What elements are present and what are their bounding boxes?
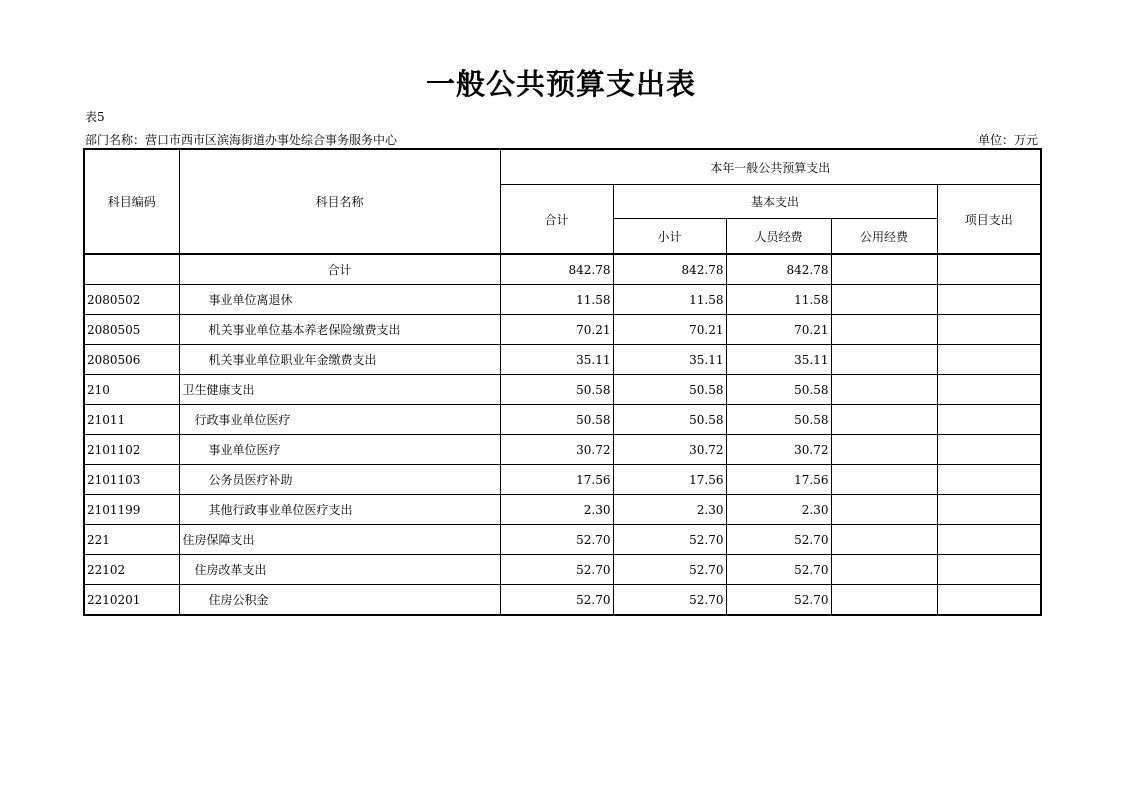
- row-personnel: 52.70: [726, 555, 831, 585]
- table-row: [84, 315, 1041, 345]
- row-project: [937, 465, 1041, 495]
- row-public: [831, 405, 937, 435]
- row-total: 52.70: [500, 525, 613, 555]
- row-project: [937, 555, 1041, 585]
- row-personnel: 11.58: [726, 285, 831, 315]
- row-subtotal: 70.21: [613, 315, 726, 345]
- header-personnel: 人员经费: [726, 219, 831, 255]
- row-total: 11.58: [500, 285, 613, 315]
- row-personnel: 50.58: [726, 375, 831, 405]
- header-basic: 基本支出: [613, 185, 937, 219]
- row-total: 52.70: [500, 555, 613, 585]
- row-project: [937, 315, 1041, 345]
- row-personnel: 2.30: [726, 495, 831, 525]
- row-personnel: 842.78: [726, 254, 831, 285]
- row-name: 行政事业单位医疗: [179, 405, 500, 435]
- row-personnel: 17.56: [726, 465, 831, 495]
- row-subtotal: 2.30: [613, 495, 726, 525]
- row-subtotal: 35.11: [613, 345, 726, 375]
- row-subtotal: 52.70: [613, 525, 726, 555]
- row-total: 842.78: [500, 254, 613, 285]
- row-code: 2080506: [84, 345, 179, 375]
- row-subtotal: 52.70: [613, 585, 726, 616]
- row-name: 住房改革支出: [179, 555, 500, 585]
- row-subtotal: 30.72: [613, 435, 726, 465]
- row-total: 17.56: [500, 465, 613, 495]
- table-row: [84, 585, 1041, 616]
- row-name: 住房保障支出: [179, 525, 500, 555]
- page-title: 一般公共预算支出表: [425, 67, 696, 101]
- row-subtotal: 11.58: [613, 285, 726, 315]
- row-subtotal: 50.58: [613, 405, 726, 435]
- budget-table: [83, 148, 1042, 616]
- row-project: [937, 345, 1041, 375]
- row-public: [831, 465, 937, 495]
- row-project: [937, 375, 1041, 405]
- row-public: [831, 435, 937, 465]
- row-personnel: 30.72: [726, 435, 831, 465]
- header-name: 科目名称: [179, 149, 500, 254]
- row-code: 210: [84, 375, 179, 405]
- header-total: 合计: [500, 185, 613, 255]
- row-project: [937, 495, 1041, 525]
- table-row: [84, 375, 1041, 405]
- row-project: [937, 585, 1041, 616]
- table-row: [84, 495, 1041, 525]
- table-row: [84, 405, 1041, 435]
- row-personnel: 52.70: [726, 525, 831, 555]
- row-public: [831, 525, 937, 555]
- row-subtotal: 52.70: [613, 555, 726, 585]
- row-code: 2101102: [84, 435, 179, 465]
- row-total: 2.30: [500, 495, 613, 525]
- row-name: 合计: [179, 254, 500, 285]
- header-project: 项目支出: [937, 185, 1041, 255]
- row-public: [831, 585, 937, 616]
- row-code: 22102: [84, 555, 179, 585]
- row-code: 21011: [84, 405, 179, 435]
- table-row: [84, 345, 1041, 375]
- row-subtotal: 17.56: [613, 465, 726, 495]
- row-name: 公务员医疗补助: [179, 465, 500, 495]
- table-row: [84, 525, 1041, 555]
- row-code: 2080505: [84, 315, 179, 345]
- table-body: [84, 254, 1041, 615]
- row-code: 2101199: [84, 495, 179, 525]
- table-number: 表5: [85, 110, 105, 124]
- row-public: [831, 555, 937, 585]
- row-public: [831, 254, 937, 285]
- header-subtotal: 小计: [613, 219, 726, 255]
- row-total: 70.21: [500, 315, 613, 345]
- row-code: 2101103: [84, 465, 179, 495]
- department-name: 部门名称：营口市西市区滨海街道办事处综合事务服务中心: [85, 133, 398, 147]
- row-name: 事业单位离退休: [179, 285, 500, 315]
- header-group: 本年一般公共预算支出: [500, 149, 1041, 185]
- table-row: [84, 285, 1041, 315]
- row-public: [831, 315, 937, 345]
- row-name: 卫生健康支出: [179, 375, 500, 405]
- row-project: [937, 405, 1041, 435]
- row-project: [937, 435, 1041, 465]
- row-total: 30.72: [500, 435, 613, 465]
- row-total: 50.58: [500, 405, 613, 435]
- row-project: [937, 285, 1041, 315]
- row-public: [831, 375, 937, 405]
- row-code: [84, 254, 179, 285]
- unit-label: 单位：万元: [977, 133, 1038, 147]
- row-project: [937, 254, 1041, 285]
- row-code: 2080502: [84, 285, 179, 315]
- row-name: 机关事业单位基本养老保险缴费支出: [179, 315, 500, 345]
- row-name: 机关事业单位职业年金缴费支出: [179, 345, 500, 375]
- header-code: 科目编码: [84, 149, 179, 254]
- row-subtotal: 50.58: [613, 375, 726, 405]
- header-public: 公用经费: [831, 219, 937, 255]
- row-name: 住房公积金: [179, 585, 500, 616]
- table-row: [84, 254, 1041, 285]
- row-personnel: 50.58: [726, 405, 831, 435]
- row-public: [831, 495, 937, 525]
- table-row: [84, 555, 1041, 585]
- row-code: 2210201: [84, 585, 179, 616]
- row-personnel: 35.11: [726, 345, 831, 375]
- row-personnel: 52.70: [726, 585, 831, 616]
- row-personnel: 70.21: [726, 315, 831, 345]
- table-row: [84, 435, 1041, 465]
- row-public: [831, 285, 937, 315]
- row-name: 事业单位医疗: [179, 435, 500, 465]
- row-name: 其他行政事业单位医疗支出: [179, 495, 500, 525]
- row-total: 50.58: [500, 375, 613, 405]
- row-project: [937, 525, 1041, 555]
- row-total: 35.11: [500, 345, 613, 375]
- row-code: 221: [84, 525, 179, 555]
- row-public: [831, 345, 937, 375]
- row-subtotal: 842.78: [613, 254, 726, 285]
- table-row: [84, 465, 1041, 495]
- row-total: 52.70: [500, 585, 613, 616]
